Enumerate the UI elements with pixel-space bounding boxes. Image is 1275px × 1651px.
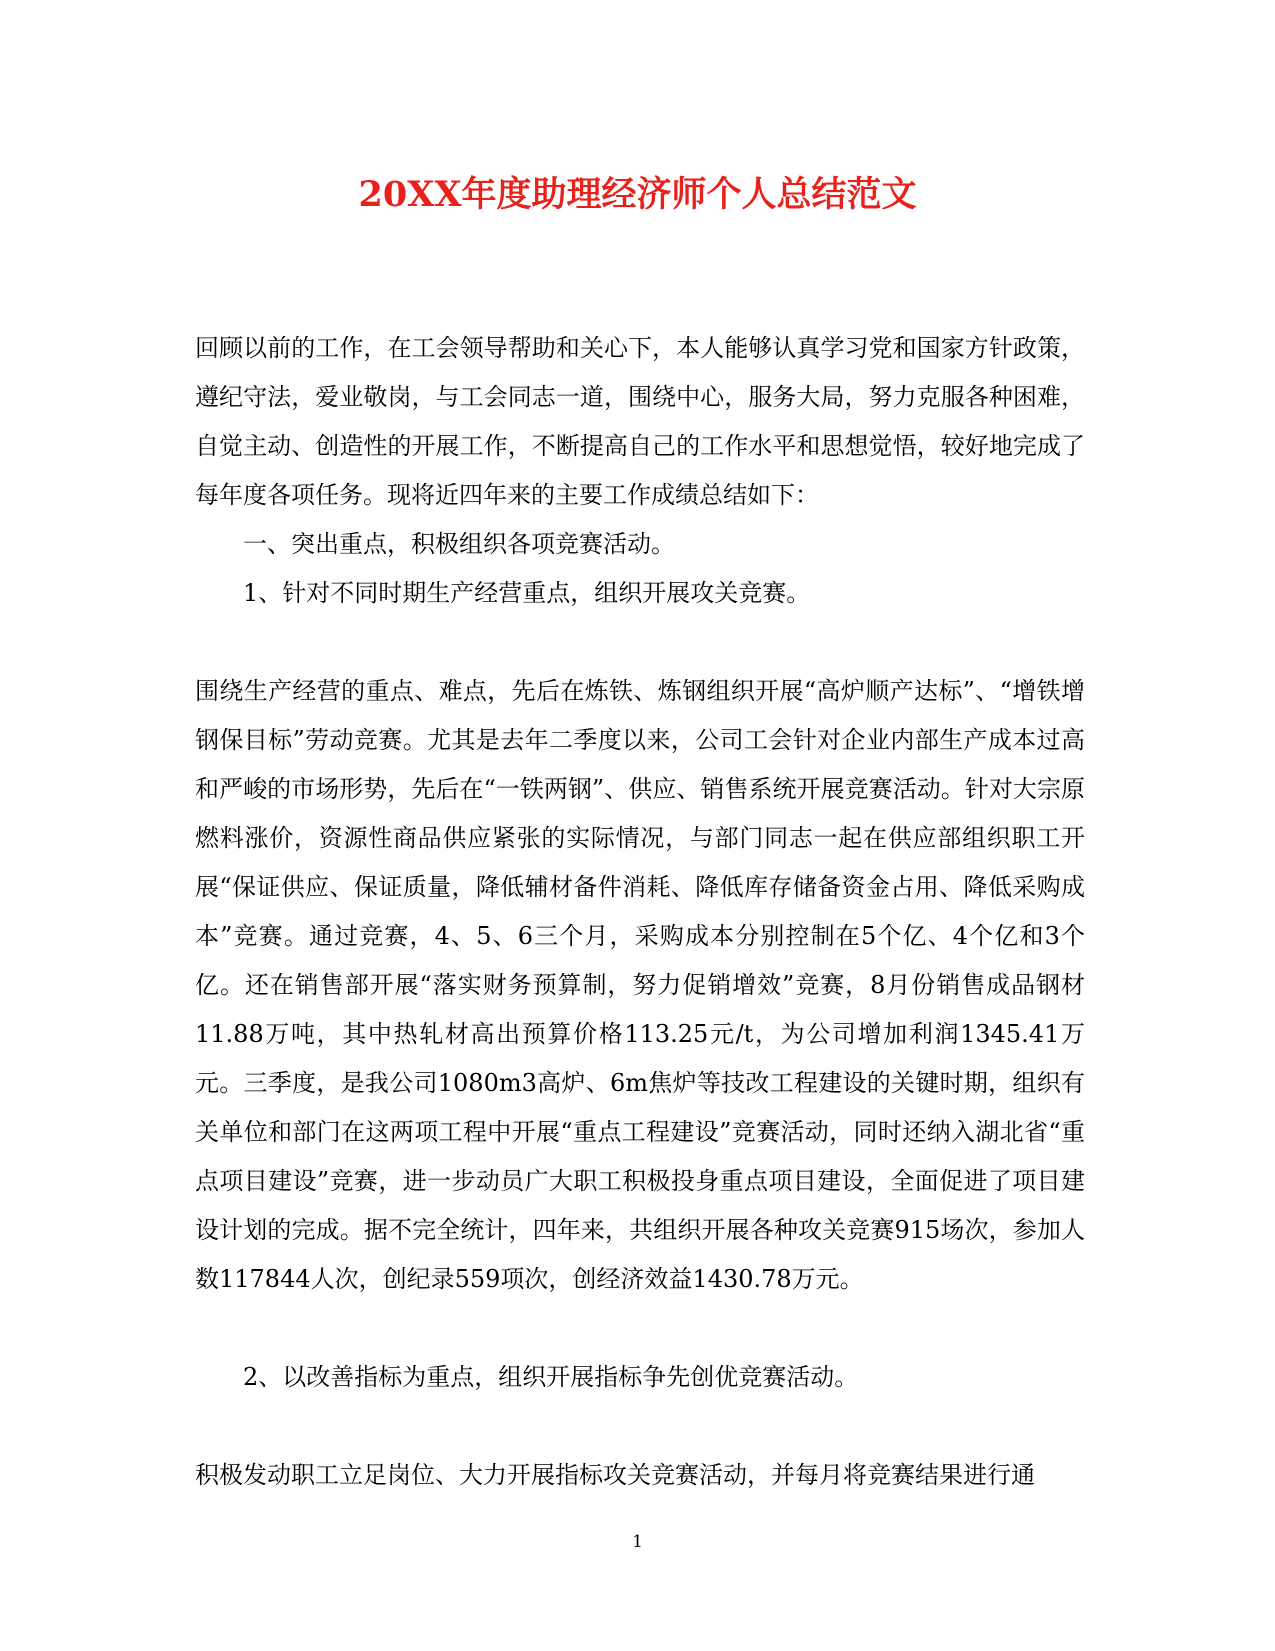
page-number: 1 [632,1532,643,1552]
subsection-heading-1: 1、针对不同时期生产经营重点，组织开展攻关竞赛。 [243,579,811,607]
document-title: 20XX年度助理经济师个人总结范文 [358,174,917,215]
subsection-heading-2: 2、以改善指标为重点，组织开展指标争先创优竞赛活动。 [243,1363,859,1391]
paragraph-competitions: 围绕生产经营的重点、难点，先后在炼铁、炼钢组织开展“高炉顺产达标”、“增铁增钢保目标”劳动竞赛。尤其是去年二季度以来，公司工会针对企业内部生产成本过高和严峻的市场形势，先后在“一铁两钢”、供应、销售系统开展竞赛活动。针对大宗原燃料涨价，资源性商品供应紧张的实际情况，与部门同志一起在供应部组织职工开展“保证供应、保证质量，降低辅材备件消耗、降低库存储备资金占用、降低采购成本”竞赛。通过竞赛，4、5、6三个月，采购成本分别控制在5个亿、4个亿和3个亿。还在销售部开展“落实财务预算制，努力促销增效”竞赛，8月份销售成品钢材11.88万吨，其中热轧材高出预算价格113.25元/t，为公司增加利润1345.41万元。三季度，是我公司1080m3高炉、6m焦炉等技改工程建设的关键时期，组织有关单位和部门在这两项工程中开展“重点工程建设”竞赛活动，同时还纳入湖北省“重点项目建设”竞赛，进一步动员广大职工积极投身重点项目建设，全面促进了项目建设计划的完成。据不完全统计，四年来，共组织开展各种攻关竞赛915场次，参加人数117844人次，创纪录559项次，创经济效益1430.78万元。 [195,677,1085,1293]
section-heading-1: 一、突出重点，积极组织各项竞赛活动。 [243,530,675,558]
paragraph-intro: 回顾以前的工作，在工会领导帮助和关心下，本人能够认真学习党和国家方针政策，遵纪守法，爱业敬岗，与工会同志一道，围绕中心，服务大局，努力克服各种困难，自觉主动、创造性的开展工作，不断提高自己的工作水平和思想觉悟，较好地完成了每年度各项任务。现将近四年来的主要工作成绩总结如下： [195,334,1085,509]
paragraph-indicators: 积极发动职工立足岗位、大力开展指标攻关竞赛活动，并每月将竞赛结果进行通 [195,1461,1035,1489]
